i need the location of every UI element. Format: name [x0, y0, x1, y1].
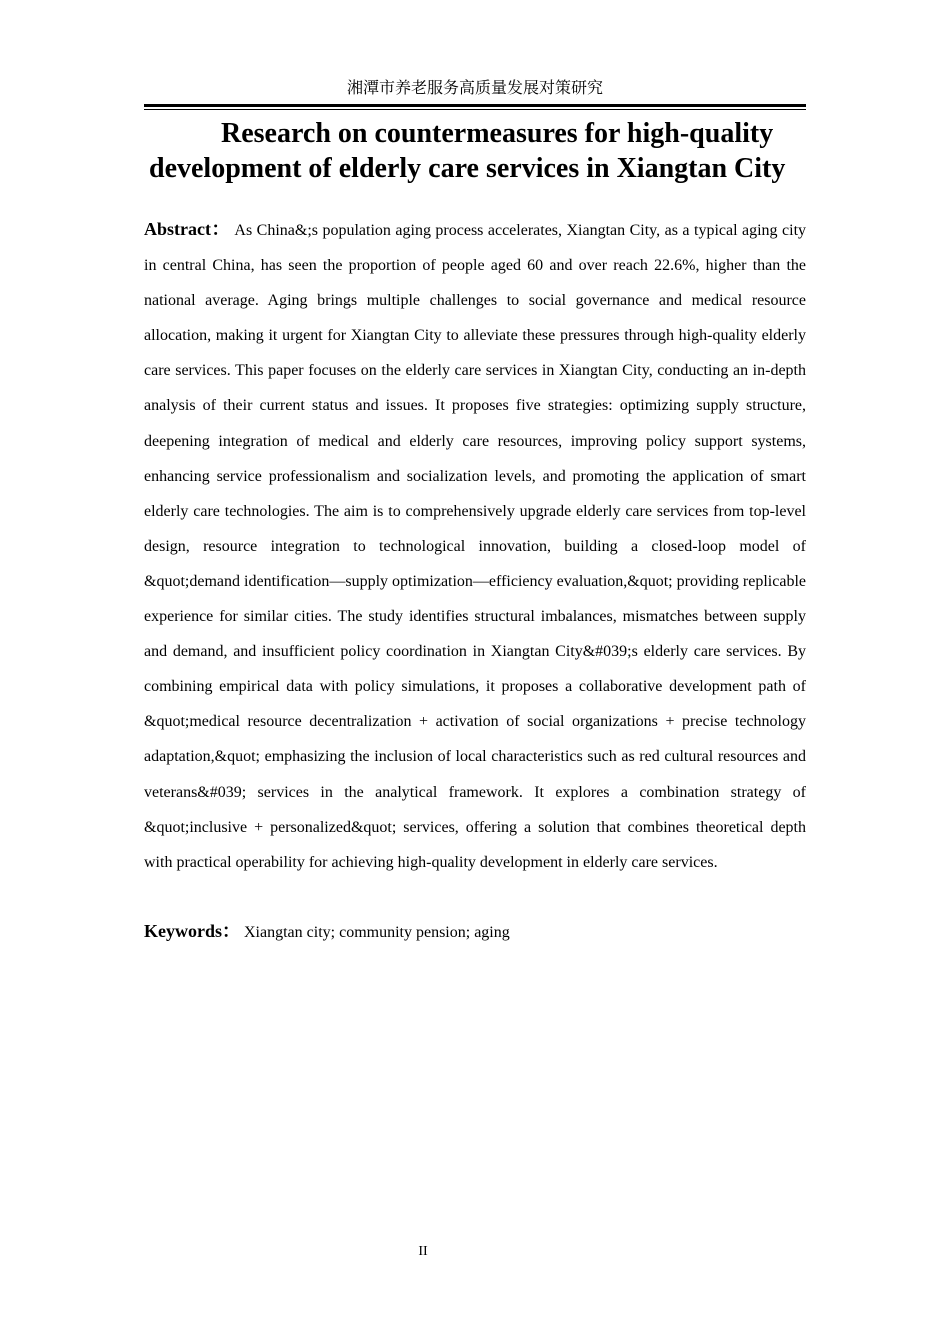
keywords-label: Keywords：: [144, 921, 240, 941]
page-number: II: [418, 1244, 428, 1259]
keywords-text: Xiangtan city; community pension; aging: [244, 924, 510, 941]
paper-title: [144, 116, 806, 186]
abstract-label: Abstract：: [144, 219, 230, 239]
header-rule-thin: [144, 109, 806, 110]
abstract-section: [144, 212, 806, 880]
title-line-2: development of elderly care services in Xiangtan City: [149, 153, 786, 184]
header-rule-thick: [144, 104, 806, 107]
running-header: 湘潭市养老服务高质量发展对策研究: [346, 80, 603, 97]
keywords-section: [144, 914, 806, 950]
abstract-text: As China&;s population aging process accelerates, Xiangtan City, as a typical aging city in central China, has seen the proportion of people aged 60 and over reach 22.6%, higher than the national average. Aging brings multiple challenges to social governance and medical resource allocation, making it urgent for Xiangtan City to alleviate these pressures through high-quality elderly care services. This paper focuses on the elderly care services in Xiangtan City, conducting an in-depth analysis of their current status and issues. It proposes five strategies: optimizing supply structure, deepening integration of medical and elderly care resources, improving policy support systems, enhancing service professionalism and socialization levels, and promoting the application of smart elderly care technologies. The aim is to comprehensively upgrade elderly care services from top-level design, resource integration to technological innovation, building a closed-loop model of &quot;demand identification—supply optimization—efficiency evaluation,&quot; providing replicable experience for similar cities. The study identifies structural imbalances, mismatches between supply and demand, and insufficient policy coordination in Xiangtan City&#039;s elderly care services. By combining empirical data with policy simulations, it proposes a collaborative development path of &quot;medical resource decentralization + activation of social organizations + precise technology adaptation,&quot; emphasizing the inclusion of local characteristics such as red cultural resources and veterans&#039; services in the analytical framework. It explores a combination strategy of &quot;inclusive + personalized&quot; services, offering a solution that combines theoretical depth with practical operability for achieving high-quality development in elderly care services.: [144, 222, 807, 871]
title-line-1: Research on countermeasures for high-quality: [221, 118, 774, 149]
